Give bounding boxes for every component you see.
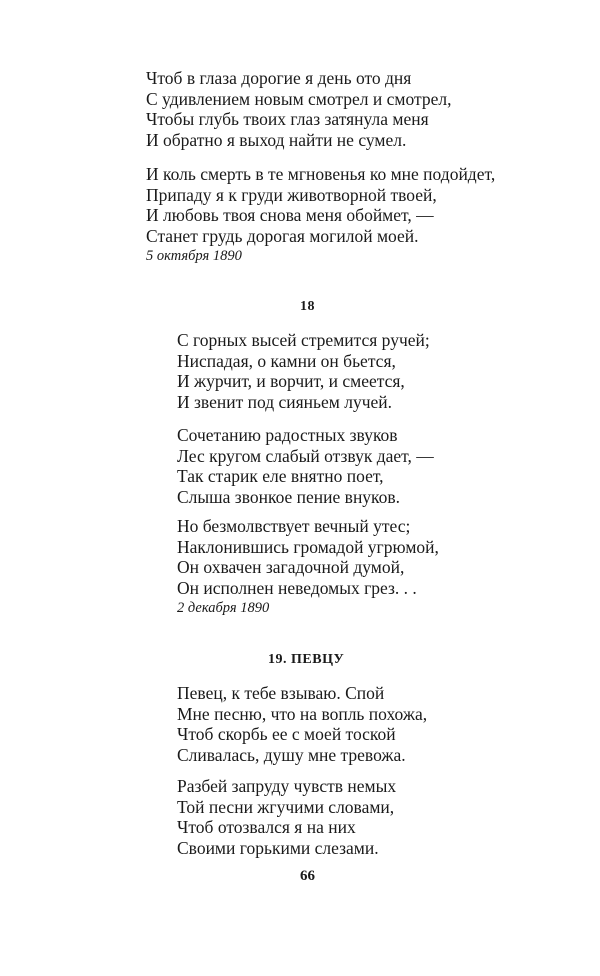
verse-line: Станет грудь дорогая могилой моей. — [146, 225, 419, 246]
verse-line: С горных высей стремится ручей; — [177, 330, 430, 350]
verse-line: Но безмолвствует вечный утес; — [177, 516, 411, 536]
poem-18-stanza-1 — [177, 330, 430, 412]
poem-19-stanza-2 — [177, 776, 396, 858]
verse-line: Припаду я к груди животворной твоей, — [146, 184, 437, 205]
poem-19-title: 19. ПЕВЦУ — [268, 652, 345, 667]
verse-line: Лес кругом слабый отзвук дает, — — [177, 445, 434, 466]
poem-19-stanza-1 — [177, 683, 427, 765]
poem-18-stanza-3 — [177, 516, 439, 598]
poem-prev-stanza-2 — [146, 164, 495, 246]
verse-line: Чтоб в глаза дорогие я день ото дня — [146, 68, 412, 88]
verse-line: Своими горькими слезами. — [177, 837, 379, 858]
verse-line: С удивлением новым смотрел и смотрел, — [146, 88, 452, 109]
verse-line: Чтоб скорбь ее с моей тоской — [177, 724, 396, 744]
verse-line: Так старик еле внятно поет, — [177, 466, 384, 486]
poem-18-date: 2 декабря 1890 — [177, 600, 270, 616]
verse-line: И любовь твоя снова меня обоймет, — — [146, 205, 434, 225]
verse-line: И звенит под сияньем лучей. — [177, 391, 393, 412]
poem-prev-stanza-1 — [146, 68, 451, 150]
verse-line: Он исполнен неведомых грез. . . — [177, 577, 417, 598]
verse-line: И коль смерть в те мгновенья ко мне подойдет, — [146, 164, 496, 184]
poem-18-stanza-2 — [177, 425, 434, 507]
verse-line: Сливалась, душу мне тревожа. — [177, 744, 406, 765]
poem-prev-date: 5 октября 1890 — [146, 248, 242, 264]
verse-line: Сочетанию радостных звуков — [177, 425, 398, 445]
verse-line: Слыша звонкое пение внуков. — [177, 486, 401, 507]
verse-line: Чтобы глубь твоих глаз затянула меня — [146, 109, 429, 129]
verse-line: Разбей запруду чувств немых — [177, 776, 397, 796]
verse-line: Ниспадая, о камни он бьется, — [177, 350, 396, 371]
verse-line: Мне песню, что на вопль похожа, — [177, 703, 428, 724]
verse-line: Наклонившись громадой угрюмой, — [177, 536, 439, 557]
page-number: 66 — [300, 868, 315, 884]
verse-line: И журчит, и ворчит, и смеется, — [177, 371, 405, 391]
verse-line: И обратно я выход найти не сумел. — [146, 129, 407, 150]
verse-line: Он охвачен загадочной думой, — [177, 557, 405, 577]
poem-18-number: 18 — [300, 299, 315, 314]
verse-line: Той песни жгучими словами, — [177, 796, 395, 817]
verse-line: Певец, к тебе взываю. Спой — [177, 683, 385, 703]
verse-line: Чтоб отозвался я на них — [177, 817, 356, 837]
